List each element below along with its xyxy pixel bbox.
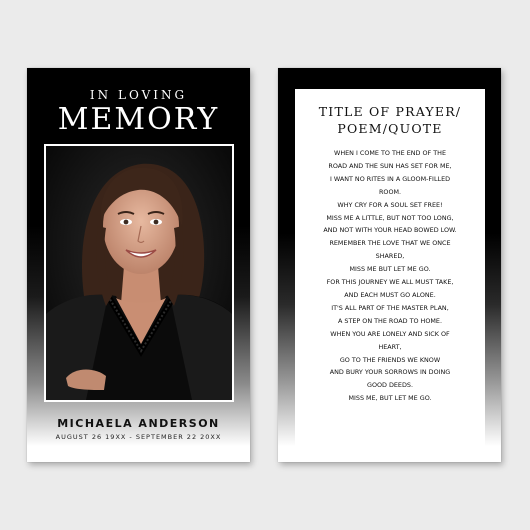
memory-heading: MEMORY xyxy=(57,102,220,137)
portrait-photo xyxy=(44,144,234,402)
poem-line: ROAD AND THE SUN HAS SET FOR ME, xyxy=(328,161,452,170)
poem-text xyxy=(299,147,481,405)
poem-line: WHEN YOU ARE LONELY AND SICK OF xyxy=(330,329,450,338)
deceased-name: MICHAELA ANDERSON xyxy=(57,417,220,430)
life-dates: AUGUST 26 19XX - SEPTEMBER 22 20XX xyxy=(55,433,222,441)
poem-line: A STEP ON THE ROAD TO HOME. xyxy=(338,316,442,325)
poem-line: REMEMBER THE LOVE THAT WE ONCE xyxy=(329,239,451,248)
poem-line: AND EACH MUST GO ALONE. xyxy=(344,290,436,299)
prayer-title-line-1: TITLE OF PRAYER/ xyxy=(318,104,462,119)
poem-line: SHARED, xyxy=(375,252,405,261)
poem-line: MISS ME BUT LET ME GO. xyxy=(349,265,431,274)
in-loving-heading: IN LOVING xyxy=(89,88,188,102)
poem-line: FOR THIS JOURNEY WE ALL MUST TAKE, xyxy=(326,278,454,287)
poem-line: AND NOT WITH YOUR HEAD BOWED LOW. xyxy=(323,226,457,235)
prayer-title xyxy=(295,103,485,137)
poem-line: MISS ME A LITTLE, BUT NOT TOO LONG, xyxy=(326,213,454,222)
memorial-card-front xyxy=(27,68,250,462)
memorial-card-back xyxy=(278,68,501,462)
poem-line: IT'S ALL PART OF THE MASTER PLAN, xyxy=(331,303,449,312)
poem-line: HEART, xyxy=(378,342,402,351)
poem-line: WHY CRY FOR A SOUL SET FREE! xyxy=(337,200,443,209)
poem-line: AND BURY YOUR SORROWS IN DOING xyxy=(329,368,451,377)
poem-line: ROOM. xyxy=(378,187,402,196)
poem-line: I WANT NO RITES IN A GLOOM-FILLED xyxy=(329,174,451,183)
poem-line: GO TO THE FRIENDS WE KNOW xyxy=(339,355,441,364)
poem-line: MISS ME, BUT LET ME GO. xyxy=(348,394,432,403)
poem-line: WHEN I COME TO THE END OF THE xyxy=(334,149,446,157)
prayer-panel xyxy=(295,89,485,461)
prayer-title-line-2: POEM/QUOTE xyxy=(337,121,443,136)
poem-line: GOOD DEEDS. xyxy=(367,381,413,390)
